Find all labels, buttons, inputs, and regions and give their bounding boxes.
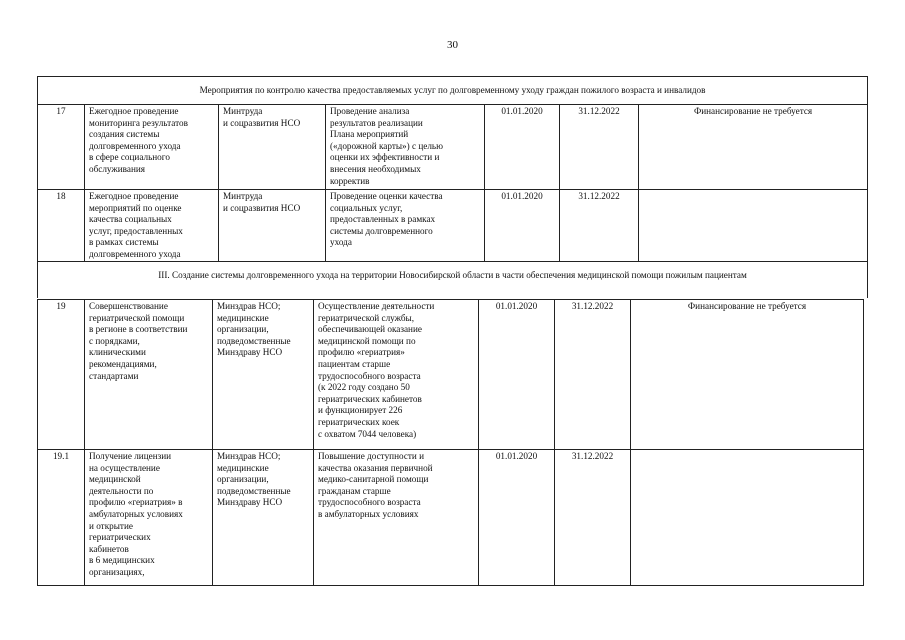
start-date: 01.01.2020 — [479, 300, 555, 450]
row-number: 19.1 — [38, 450, 85, 586]
result-cell: Проведение оценки качества социальных услуг, предоставленных в рамках системы долговременного ухода — [326, 190, 485, 262]
row-number: 19 — [38, 300, 85, 450]
measure-cell: Ежегодное проведение мониторинга результатов создания системы долговременного ухода в сфере социального обслуживания — [85, 105, 219, 190]
executor-cell: Минздрав НСО; медицинские организации, подведомственные Минздраву НСО — [213, 450, 314, 586]
finance-note — [631, 450, 864, 586]
table-row — [38, 190, 868, 262]
finance-note — [639, 190, 868, 262]
table-bottom — [37, 299, 864, 586]
executor-cell: Минтруда и соцразвития НСО — [219, 190, 326, 262]
executor-cell: Минтруда и соцразвития НСО — [219, 105, 326, 190]
measure-cell: Совершенствование гериатрической помощи в регионе в соответствии с порядками, клиническими рекомендациями, стандартами — [85, 300, 213, 450]
row-number: 17 — [38, 105, 85, 190]
measure-cell: Получение лицензии на осуществление медицинской деятельности по профилю «гериатрия» в амбулаторных условиях и открытие гериатрических кабинетов в 6 медицинских организациях, — [85, 450, 213, 586]
result-cell: Проведение анализа результатов реализации Плана мероприятий («дорожной карты») с целью оценки их эффективности и внесения необходимых корректив — [326, 105, 485, 190]
table-row — [38, 300, 864, 450]
section-title: III. Создание системы долговременного ухода на территории Новосибирской области в части обеспечения медицинской помощи пожилым пациентам — [38, 262, 868, 298]
start-date: 01.01.2020 — [485, 190, 560, 262]
end-date: 31.12.2022 — [560, 105, 639, 190]
end-date: 31.12.2022 — [560, 190, 639, 262]
page-number: 30 — [447, 39, 458, 51]
measure-cell: Ежегодное проведение мероприятий по оценке качества социальных услуг, предоставленных в рамках системы долговременного ухода — [85, 190, 219, 262]
executor-cell: Минздрав НСО; медицинские организации, подведомственные Минздраву НСО — [213, 300, 314, 450]
finance-note: Финансирование не требуется — [639, 105, 868, 190]
row-number: 18 — [38, 190, 85, 262]
finance-note: Финансирование не требуется — [631, 300, 864, 450]
table-row — [38, 450, 864, 586]
result-cell: Осуществление деятельности гериатрической службы, обеспечивающей оказание медицинской помощи по профилю «гериатрия» пациентам старше трудоспособного возраста (к 2022 году создано 50 гериатрических кабинетов и функционирует 226 гериатрических коек с охватом 7044 человека) — [314, 300, 479, 450]
section-title: Мероприятия по контролю качества предоставляемых услуг по долговременному уходу граждан пожилого возраста и инвалидов — [38, 77, 868, 105]
result-cell: Повышение доступности и качества оказания первичной медико-санитарной помощи гражданам старше трудоспособного возраста в амбулаторных условиях — [314, 450, 479, 586]
start-date: 01.01.2020 — [479, 450, 555, 586]
end-date: 31.12.2022 — [555, 450, 631, 586]
table-row — [38, 105, 868, 190]
end-date: 31.12.2022 — [555, 300, 631, 450]
section-header-row — [38, 77, 868, 105]
start-date: 01.01.2020 — [485, 105, 560, 190]
table-top — [37, 76, 868, 298]
section-header-row — [38, 262, 868, 298]
